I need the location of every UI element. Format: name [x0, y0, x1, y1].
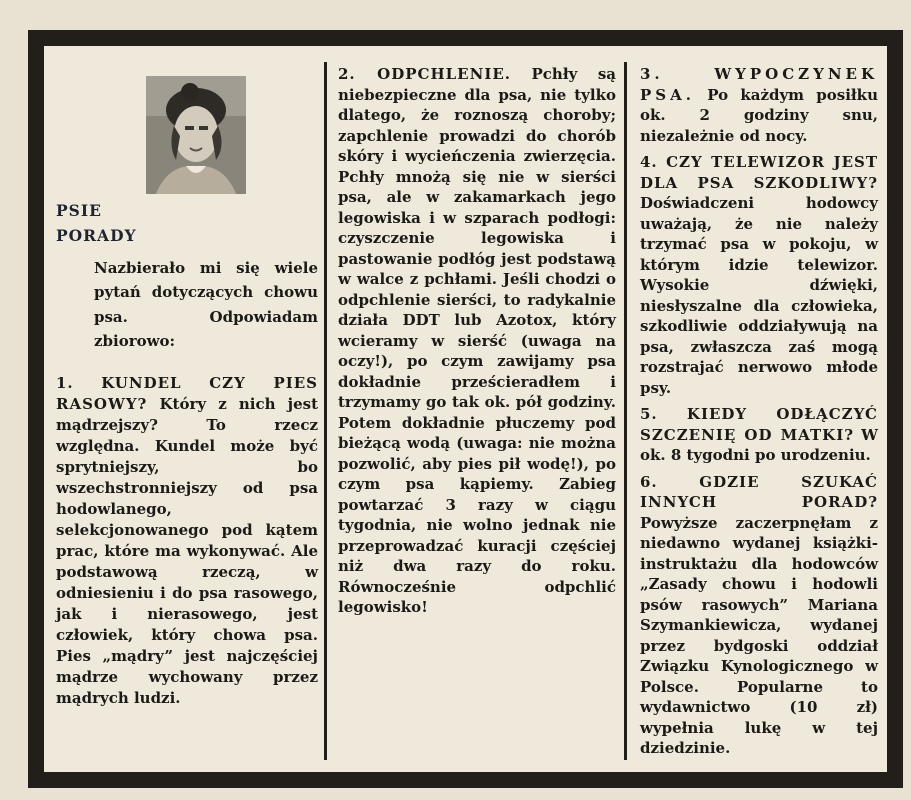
column-right — [626, 46, 888, 772]
column-title-line: PORADY — [56, 226, 137, 245]
section-heading: 3. WYPOCZYNEK PSA. — [640, 65, 878, 104]
column-title-line: PSIE — [56, 201, 102, 220]
section-heading: 4. CZY TELEWIZOR JEST DLA PSA SZKODLIWY? — [640, 153, 878, 192]
section-5 — [640, 404, 878, 466]
section-body: Po każdym posiłku ok. 2 godziny snu, niezależnie od nocy. — [640, 85, 878, 145]
section-heading: 5. KIEDY ODŁĄCZYĆ SZCZENIĘ OD MATKI? — [640, 405, 878, 444]
section-body: Który z nich jest mądrzejszy? To rzecz względna. Kundel może być sprytniejszy, bo wszechstronniejszy od psa hodowlanego, selekcjonowanego pod kątem prac, które ma wykonywać. Ale podstawową rzeczą, w odniesieniu i do psa rasowego, jak i nierasowego, jest człowiek, który chowa psa. Pies „mądry” jest najczęściej mądrze wychowany przez mądrych ludzi. — [56, 395, 318, 708]
author-photo — [146, 76, 246, 194]
section-body: Doświadczeni hodowcy uważają, że nie należy trzymać psa w pokoju, w którym idzie telewizor. Wysokie dźwięki, niesłyszalne dla człowieka, szkodliwie oddziaływują na psa, zwłaszcza zaś mogą rozstrajać nerwowo młode psy. — [640, 194, 878, 397]
column-title — [56, 198, 318, 248]
section-heading: 1. KUNDEL CZY PIES RASOWY? — [56, 374, 318, 414]
section-6 — [640, 472, 878, 759]
section-1 — [56, 373, 318, 709]
section-heading: 2. ODPCHLENIE. — [338, 65, 511, 83]
intro-text: Nazbierało mi się wiele pytań dotyczących chowu psa. Odpowiadam zbiorowo: — [94, 259, 318, 350]
column-left — [44, 46, 326, 772]
section-body: W ok. 8 tygodni po urodzeniu. — [640, 425, 878, 464]
section-body: Pchły są niebezpieczne dla psa, nie tylko dlatego, że roznoszą choroby; zapchlenie prowadzi do chorób skóry i wycieńczenia zwierzęcia. Pchły mnożą się nie w sierści psa, ale w zakamarkach jego legowiska i w szparach podłogi: czyszczenie legowiska i pastowanie podłóg jest podstawą w walce z pchłami. Jeśli chodzi o odpchlenie sierści, to radykalnie działa DDT lub Azotox, który wcieramy w sierść (uwaga na oczy!), po czym zawijamy psa dokładnie prześcieradłem i trzymamy go tak ok. pół godziny. Potem dokładnie płuczemy pod bieżącą wodą (uwaga: nie można pozwolić, aby pies pił wodę!), po czym psa kąpiemy. Zabieg powtarzać 3 razy w ciągu tygodnia, nie wolno jednak nie przeprowadzać kuracji częściej niż dwa razy do roku. Równocześnie odpchlić legowisko! — [338, 65, 616, 616]
column-middle — [326, 46, 626, 772]
section-body: Powyższe zaczerpnęłam z niedawno wydanej książki-instruktażu dla hodowców „Zasady chowu i hodowli psów rasowych” Mariana Szymankiewicza, wydanej przez bydgoski oddział Związku Kynologicznego w Polsce. Popularne to wydawnictwo (10 zł) wypełnia lukę w tej dziedzinie. — [640, 513, 878, 757]
section-2 — [338, 64, 616, 618]
section-3 — [640, 64, 878, 146]
article-frame — [28, 30, 903, 788]
section-heading: 6. GDZIE SZUKAĆ INNYCH PORAD? — [640, 472, 878, 511]
section-4 — [640, 152, 878, 398]
